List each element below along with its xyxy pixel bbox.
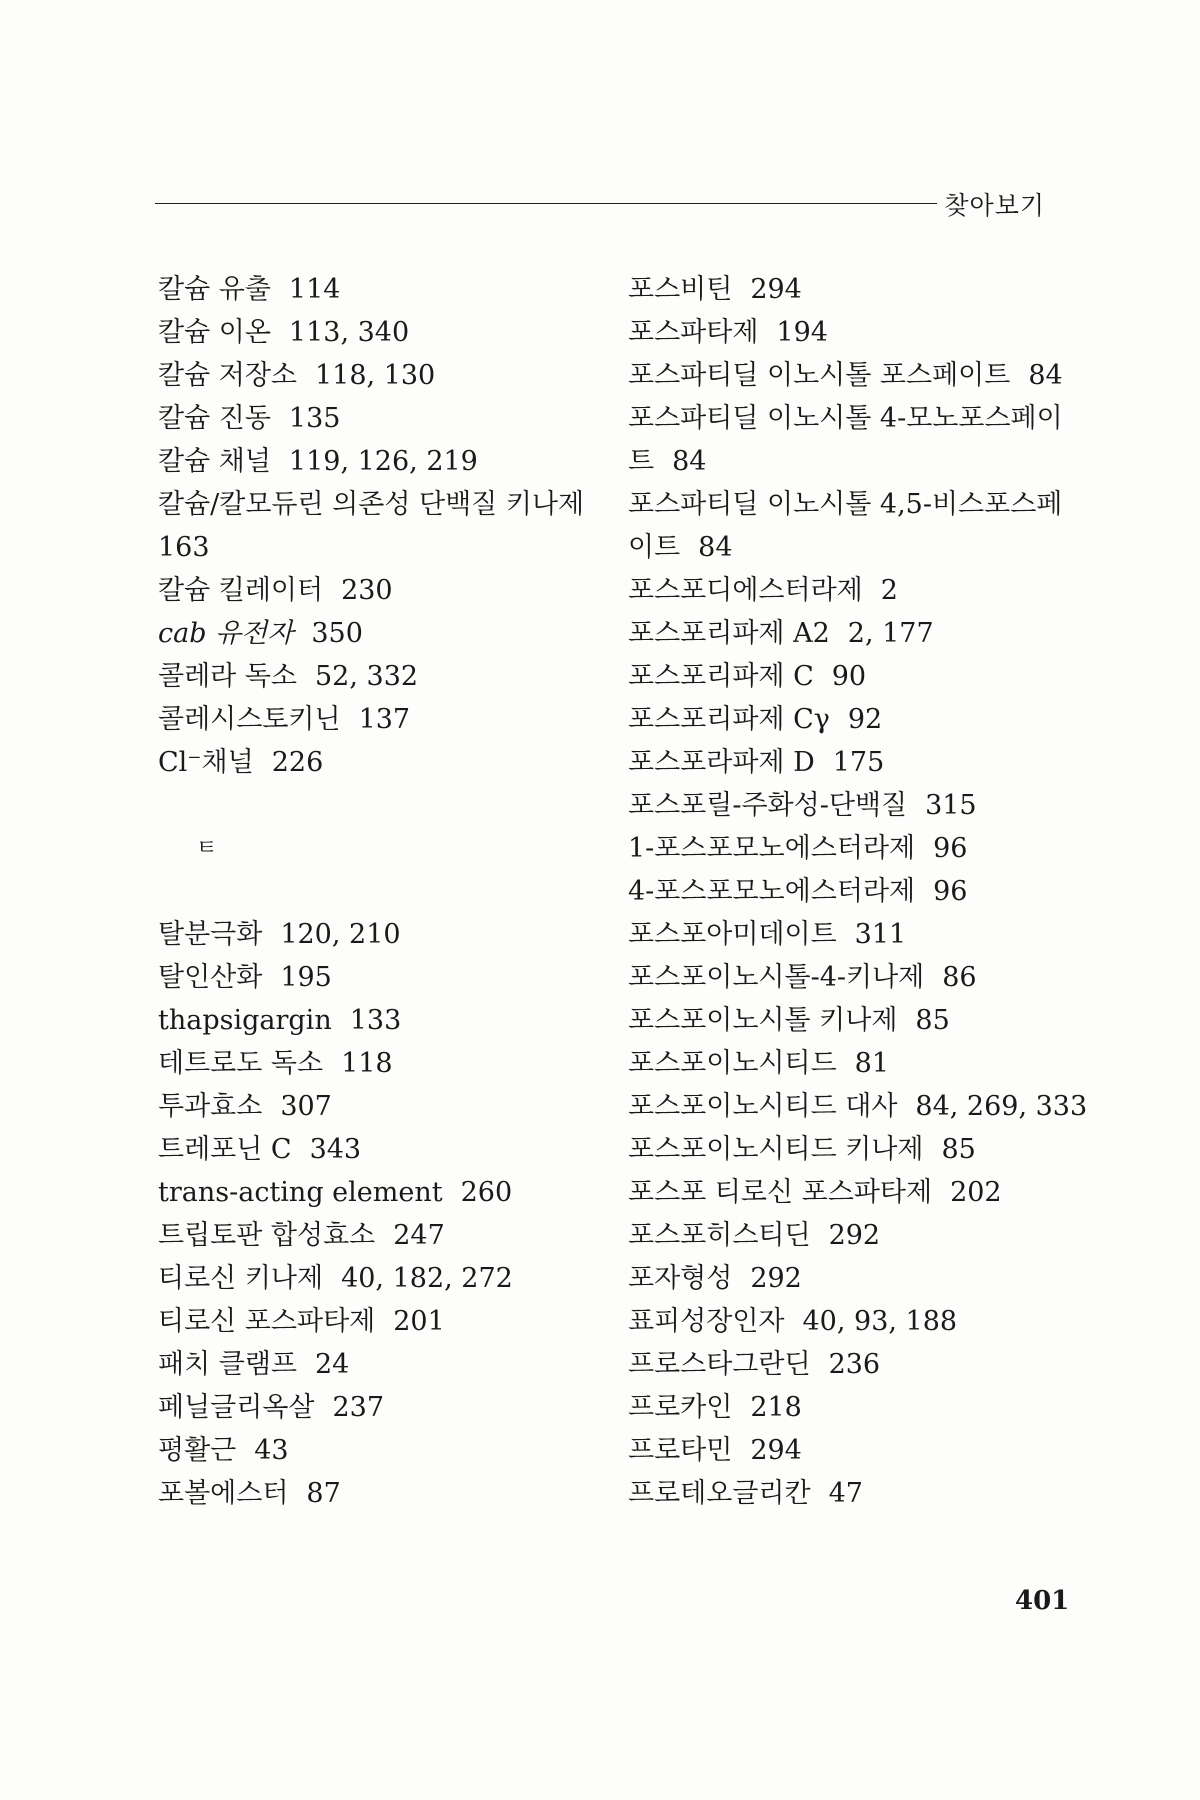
index-term: 포스파티딜 이노시톨 포스페이트 [628, 360, 1011, 391]
index-entry [158, 1386, 598, 1429]
index-pages: 113, 340 [288, 317, 410, 348]
index-entry [158, 268, 598, 311]
index-term: 포스포이노시톨 키나제 [628, 1005, 898, 1036]
index-pages: 120, 210 [280, 919, 401, 950]
index-entry [628, 1343, 1068, 1386]
index-pages: 307 [280, 1091, 332, 1122]
index-entry [158, 655, 598, 698]
index-term: 칼슘 킬레이터 [158, 575, 324, 606]
index-entry [628, 354, 1068, 397]
index-entry [628, 1171, 1068, 1214]
index-pages: 218 [750, 1392, 802, 1423]
index-pages: 226 [271, 747, 324, 778]
index-entry [158, 1472, 598, 1515]
index-pages: 96 [933, 833, 968, 864]
index-pages: 247 [393, 1220, 445, 1251]
index-term: 163 [158, 532, 210, 563]
index-pages: 135 [288, 403, 341, 434]
index-entry [628, 526, 1068, 569]
index-term: 포스포히스티딘 [628, 1220, 811, 1251]
index-entry [628, 1128, 1068, 1171]
index-entry [628, 1472, 1068, 1515]
index-term: 페닐글리옥살 [158, 1392, 315, 1423]
index-entry [628, 956, 1068, 999]
index-entry [628, 784, 1068, 827]
index-term: 포스파티딜 이노시톨 4-모노포스페이 [628, 403, 1063, 434]
index-term: 4-포스포모노에스터라제 [628, 876, 916, 907]
index-term: 포스파티딜 이노시톨 4,5-비스포스페 [628, 489, 1063, 520]
index-pages: 260 [460, 1177, 513, 1208]
index-entry [628, 1042, 1068, 1085]
index-term: 포스포라파제 D [628, 747, 815, 778]
index-term: cab 유전자 [158, 618, 294, 649]
index-entry [628, 1214, 1068, 1257]
index-column-left [158, 268, 598, 1515]
index-entry [158, 913, 598, 956]
index-entry [628, 483, 1068, 526]
index-entry [158, 569, 598, 612]
index-entry [158, 1257, 598, 1300]
blank-line [158, 784, 598, 827]
index-entry [158, 483, 598, 526]
index-term: 포스포리파제 C [628, 661, 814, 692]
index-entry [158, 698, 598, 741]
index-term: trans-acting element [158, 1177, 443, 1208]
index-term: 포자형성 [628, 1263, 733, 1294]
header-rule [155, 203, 937, 204]
index-entry [628, 612, 1068, 655]
index-entry [628, 1257, 1068, 1300]
index-term: Cl⁻채널 [158, 747, 254, 778]
index-pages: 118, 130 [315, 360, 436, 391]
index-pages: 81 [854, 1048, 890, 1079]
index-entry [158, 1085, 598, 1128]
index-pages: 343 [309, 1134, 362, 1165]
index-pages: 2 [880, 575, 898, 606]
index-pages: 119, 126, 219 [288, 446, 478, 477]
index-term: 칼슘 채널 [158, 446, 271, 477]
index-pages: 84 [1028, 360, 1063, 391]
index-term: 트립토판 합성효소 [158, 1220, 376, 1251]
index-pages: 237 [332, 1392, 385, 1423]
index-pages: 92 [847, 704, 883, 735]
index-term: 포스포디에스터라제 [628, 575, 863, 606]
header-title: 찾아보기 [944, 191, 1045, 220]
index-entry [158, 956, 598, 999]
index-pages: 90 [831, 661, 867, 692]
index-column-right [628, 268, 1088, 1515]
index-entry [158, 440, 598, 483]
index-term: 포스포이노시티드 [628, 1048, 837, 1079]
index-term: 포스포리파제 Cγ [628, 704, 830, 735]
index-pages: 236 [828, 1349, 881, 1380]
index-term: 1-포스포모노에스터라제 [628, 833, 916, 864]
index-term: thapsigargin [158, 1005, 332, 1036]
index-pages: 137 [358, 704, 411, 735]
index-pages: 195 [280, 962, 332, 993]
index-entry [158, 311, 598, 354]
index-entry [628, 1386, 1068, 1429]
index-term: 트레포닌 C [158, 1134, 292, 1165]
index-term: 포스포이노시티드 키나제 [628, 1134, 924, 1165]
index-pages: 311 [854, 919, 907, 950]
index-pages: 47 [828, 1478, 863, 1509]
index-term: 포스포이노시톨-4-키나제 [628, 962, 925, 993]
index-pages: 114 [288, 274, 341, 305]
index-entry [628, 1085, 1088, 1128]
index-entry [158, 1300, 598, 1343]
index-entry [628, 698, 1068, 741]
index-term: 포스포리파제 A2 [628, 618, 830, 649]
index-entry [158, 354, 598, 397]
index-pages: 133 [349, 1005, 402, 1036]
index-pages: 292 [750, 1263, 802, 1294]
index-entry [158, 612, 598, 655]
index-entry [158, 1171, 598, 1214]
index-entry [628, 1300, 1068, 1343]
index-term: 이트 [628, 532, 681, 563]
index-entry [628, 827, 1068, 870]
index-pages: 85 [915, 1005, 950, 1036]
index-pages: 118 [341, 1048, 393, 1079]
index-entry [628, 913, 1068, 956]
index-pages: 96 [933, 876, 968, 907]
index-entry [158, 526, 598, 569]
index-term: 칼슘/칼모듀린 의존성 단백질 키나제 [158, 489, 585, 520]
index-pages: 202 [950, 1177, 1002, 1208]
index-pages: 315 [925, 790, 977, 821]
index-pages: 86 [942, 962, 977, 993]
index-term: 포스포 티로신 포스파타제 [628, 1177, 933, 1208]
index-entry [628, 999, 1068, 1042]
index-term: 칼슘 이온 [158, 317, 271, 348]
index-term: 칼슘 저장소 [158, 360, 297, 391]
index-term: 트 [628, 446, 655, 477]
index-entry [628, 311, 1068, 354]
index-term: 칼슘 유출 [158, 274, 271, 305]
index-pages: 52, 332 [315, 661, 419, 692]
index-term: 포스비틴 [628, 274, 733, 305]
index-term: 프로스타그란딘 [628, 1349, 811, 1380]
index-term: 포스포아미데이트 [628, 919, 837, 950]
section-heading: ㅌ [196, 836, 218, 861]
index-term: 콜레라 독소 [158, 661, 297, 692]
index-pages: 40, 93, 188 [802, 1306, 958, 1337]
index-pages: 194 [776, 317, 828, 348]
index-pages: 40, 182, 272 [341, 1263, 513, 1294]
index-entry [628, 1429, 1068, 1472]
index-entry [158, 1343, 598, 1386]
index-term: 포스포이노시티드 대사 [628, 1091, 898, 1122]
index-pages: 84 [698, 532, 733, 563]
index-entry [158, 1429, 598, 1472]
index-pages: 294 [750, 274, 802, 305]
index-term: 표피성장인자 [628, 1306, 785, 1337]
index-entry [158, 1128, 598, 1171]
index-term: 포볼에스터 [158, 1478, 289, 1509]
index-term: 콜레시스토키닌 [158, 704, 341, 735]
index-pages: 201 [393, 1306, 445, 1337]
index-term: 탈인산화 [158, 962, 263, 993]
index-pages: 85 [941, 1134, 976, 1165]
index-entry [628, 741, 1068, 784]
index-term: 포스포릴-주화성-단백질 [628, 790, 908, 821]
index-pages: 84, 269, 333 [915, 1091, 1088, 1122]
index-pages: 175 [832, 747, 885, 778]
index-term: 칼슘 진동 [158, 403, 271, 434]
index-term: 티로신 키나제 [158, 1263, 324, 1294]
index-term: 패치 클램프 [158, 1349, 297, 1380]
index-entry [158, 397, 598, 440]
index-entry [628, 268, 1068, 311]
index-term: 투과효소 [158, 1091, 263, 1122]
blank-line [158, 870, 598, 913]
index-pages: 2, 177 [847, 618, 934, 649]
index-pages: 84 [672, 446, 707, 477]
index-pages: 292 [828, 1220, 881, 1251]
index-term: 프로타민 [628, 1435, 733, 1466]
index-entry [158, 999, 598, 1042]
index-pages: 24 [315, 1349, 350, 1380]
index-pages: 294 [750, 1435, 802, 1466]
index-pages: 230 [341, 575, 393, 606]
index-entry [628, 440, 1068, 483]
index-pages: 350 [311, 618, 363, 649]
index-entry [628, 569, 1068, 612]
index-entry [158, 1042, 598, 1085]
index-entry [628, 870, 1068, 913]
index-pages: 87 [306, 1478, 341, 1509]
page-number: 401 [1015, 1586, 1070, 1616]
index-entry [628, 655, 1068, 698]
index-term: 프로테오글리칸 [628, 1478, 811, 1509]
index-term: 평활근 [158, 1435, 237, 1466]
index-term: 탈분극화 [158, 919, 263, 950]
running-header [155, 186, 1055, 220]
index-entry [158, 741, 598, 784]
index-term: 테트로도 독소 [158, 1048, 324, 1079]
index-pages: 43 [254, 1435, 289, 1466]
index-term: 티로신 포스파타제 [158, 1306, 376, 1337]
index-term: 포스파타제 [628, 317, 759, 348]
index-term: 프로카인 [628, 1392, 733, 1423]
index-entry [628, 397, 1068, 440]
index-entry [158, 1214, 598, 1257]
